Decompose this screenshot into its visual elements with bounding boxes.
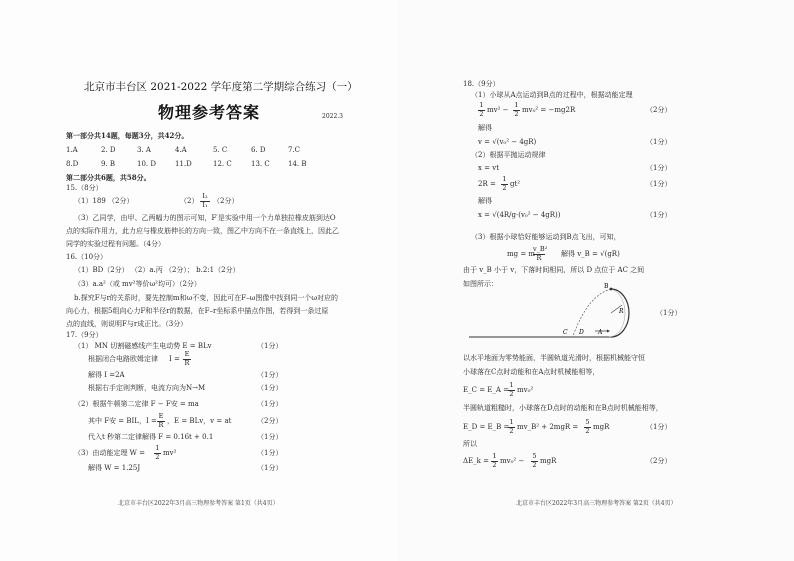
q17-3a-fraction <box>154 444 161 462</box>
q18-step-3: （3）根据小球恰好能够运动到B点飞出，可知， <box>471 233 621 241</box>
q17-step-1b: 根据闭合电路欧姆定律 <box>88 355 158 363</box>
answer-item: 5. C <box>213 146 228 154</box>
q18-eq4-half <box>501 175 508 193</box>
q17-step-3b-score: （1分） <box>257 464 283 472</box>
q17-step-3a-score: （1分） <box>257 449 283 457</box>
fraction-denominator: R <box>536 254 542 262</box>
q15-answer-3-line-2: 点的实际作用力，此力应与橡皮筋伸长的方向一致，图乙中方向不在一条直线上，因此乙 <box>66 227 339 235</box>
fraction-denominator: 2 <box>509 427 514 435</box>
answer-item: 11.D <box>175 160 192 168</box>
label-d: D <box>579 329 584 336</box>
q15-answer-1: （1）189 （2分） <box>74 197 134 205</box>
q18-eq7-left: E_C = E_A = <box>463 386 510 394</box>
q16-heading: 16.（10分） <box>66 253 108 261</box>
q18-step-4b: 小球落在C点时动能和在A点时机械能相等， <box>463 368 600 376</box>
fraction-denominator: R <box>184 359 190 367</box>
q15-answer-3-line-1: （3）乙同学，由甲、乙两幅力的图示可知，F′是实验中用一个力单独拉橡皮筋到达O <box>74 214 336 222</box>
fraction-numerator: 5 <box>585 418 590 426</box>
q18-eq8-right: mgR <box>593 423 610 431</box>
q18-step-3-note: 由于 v_B 小于 v，下落时间相同，所以 D 点位于 AC 之间 <box>463 266 645 274</box>
q17-heading: 17.（9分） <box>66 331 103 339</box>
q18-heading: 18.（9分） <box>463 80 500 88</box>
diagram-score: （1分） <box>656 309 682 317</box>
q18-eq4-right: gt² <box>510 180 521 188</box>
answer-item: 14. B <box>288 160 307 168</box>
document-title: 物理参考答案 <box>158 103 261 122</box>
q18-eq1-half-1 <box>478 101 485 119</box>
q15-fraction <box>200 192 210 210</box>
page-footer: 北京市丰台区2022年3月高三物理参考答案 第1页（共4页） <box>118 500 279 507</box>
q17-step-1d: 根据右手定则判断，电流方向为N→M <box>88 384 206 392</box>
answer-item: 9. B <box>101 160 116 168</box>
q16-answer-3a: （3）a.a²（或 mv²等价ω²均可）（2分） <box>74 280 201 288</box>
part1-heading: 第一部分共14题，每题3分，共42分。 <box>66 131 189 140</box>
q18-eq5: x = √(4R/g·(v₀² − 4gR)) <box>478 211 561 219</box>
q17-step-3b: 解得 W = 1.25J <box>88 464 141 472</box>
answer-item: 7.C <box>288 146 301 154</box>
fraction-denominator: 2 <box>492 461 497 469</box>
answer-sheet-page-2 <box>397 0 794 561</box>
fraction-denominator: 2 <box>514 110 519 118</box>
answer-item: 4.A <box>175 146 187 154</box>
answer-item: 3. A <box>137 146 151 154</box>
fraction-denominator: 2 <box>479 110 484 118</box>
answer-item: 6. D <box>251 146 266 154</box>
q18-eq3: x = vt <box>478 164 500 172</box>
label-b: B <box>604 283 609 290</box>
fraction-numerator: 1 <box>514 101 519 109</box>
fraction-numerator: 1 <box>155 444 160 452</box>
solve-label: 解得 <box>478 197 492 205</box>
q18-eq8-mid: mv_B² + 2mgR = <box>517 423 579 431</box>
q15-heading: 15.（8分） <box>66 184 103 192</box>
q18-eq7-half <box>508 381 515 399</box>
q18-eq4-left: 2R = <box>478 180 496 188</box>
q18-step-2: （2）根据平抛运动规律 <box>471 151 546 159</box>
q18-eq8-five-halves <box>584 418 591 436</box>
fraction-numerator: I₂ <box>202 192 208 200</box>
part2-heading: 第二部分共6题，共58分。 <box>66 173 151 182</box>
fraction-denominator: 2 <box>155 453 160 461</box>
q17-step-2c-score: （1分） <box>257 433 283 441</box>
therefore-label: 所以 <box>463 440 477 448</box>
q17-step-3a-post: mv² <box>163 449 177 457</box>
q18-eq1-left: mv² − <box>487 106 509 114</box>
label-a: A <box>598 329 603 336</box>
q18-eq6-right: 解得 v_B = √(gR) <box>561 250 620 258</box>
q18-eq7-right: mv₀² <box>517 386 534 394</box>
q15-answer-3-line-3: 同学的实验过程有问题。（4分） <box>66 240 165 248</box>
q18-eq8-left: E_D = E_B = <box>463 423 510 431</box>
fraction-numerator: 1 <box>502 175 507 183</box>
q18-eq2: v = √(v₀² − 4gR) <box>478 138 537 146</box>
fraction-denominator: R <box>158 421 164 429</box>
fraction-denominator: 2 <box>585 427 590 435</box>
q17-step-2b-score: （2分） <box>257 417 283 425</box>
q17-step-1b-eq: I = <box>169 355 180 363</box>
q16-answer-3b-line-3: 点的直线，则说明F与r成正比。（3分） <box>66 320 188 328</box>
document-date: 2022.3 <box>322 113 343 120</box>
fraction-denominator: 2 <box>502 184 507 192</box>
q18-eq9-right: mgR <box>540 457 557 465</box>
fraction-numerator: 5 <box>532 452 537 460</box>
answer-item: 10. D <box>137 160 156 168</box>
q18-eq9-left: ΔE_k = <box>463 457 489 465</box>
fraction-denominator: I₁ <box>202 201 208 209</box>
q18-eq1-right: mv₀² = −mg2R <box>522 106 576 114</box>
q17-step-1d-score: （1分） <box>257 384 283 392</box>
solve-label: 解得 <box>478 124 492 132</box>
q16-answer-3b-line-1: b.探究F与r的关系时，要先控制m和ω不变，因此可在F–ω图像中找到同一个ω对应的 <box>74 294 339 302</box>
answer-item: 2. D <box>101 146 116 154</box>
fraction-numerator: 1 <box>509 418 514 426</box>
answer-item: 8.D <box>66 160 79 168</box>
trajectory-diagram <box>463 283 643 351</box>
answer-item: 1.A <box>66 146 78 154</box>
fraction-numerator: v_B² <box>533 245 548 253</box>
q18-figure-caption: 如图所示： <box>463 280 498 288</box>
q18-eq1-half-2 <box>513 101 520 119</box>
q18-eq1-score: （2分） <box>646 106 672 114</box>
q17-step-1c-score: （1分） <box>257 371 283 379</box>
q17-step-1c: 解得 I =2A <box>88 371 125 379</box>
q18-step-4: 以水平地面为零势能面，半圆轨道光滑时，根据机械能守恒 <box>463 354 645 362</box>
q18-eq5-score: （1分） <box>646 211 672 219</box>
q17-step-1a: （1） MN 切割磁感线产生电动势 E = BLv <box>74 342 212 350</box>
header-title: 北京市丰台区 2021-2022 学年度第二学期综合练习（一） <box>84 81 358 93</box>
fraction-numerator: E <box>158 412 164 420</box>
q17-step-2a: （2）根据牛顿第二定律 F − F安 = ma <box>74 400 199 408</box>
q17-step-1a-score: （1分） <box>257 342 283 350</box>
q15-answer-2-score: （2分） <box>213 197 239 205</box>
q18-eq2-score: （1分） <box>646 138 672 146</box>
answer-item: 13. C <box>251 160 270 168</box>
q17-step-3a: （3）由动能定理 W = <box>74 449 145 457</box>
q15-answer-2-label: （2） <box>180 197 199 205</box>
fraction-numerator: 1 <box>509 381 514 389</box>
fraction-denominator: 2 <box>509 390 514 398</box>
q17-step-2a-score: （1分） <box>257 400 283 408</box>
q18-eq9-half <box>491 452 498 470</box>
q18-eq3-score: （1分） <box>646 164 672 172</box>
fraction-denominator: 2 <box>532 461 537 469</box>
q16-answer-3b-line-2: 向心力，根据5组向心力F和半径r的数据，在F–r坐标系中描点作图，若得到一条过原 <box>66 307 329 315</box>
q18-eq6-fraction <box>533 245 548 263</box>
label-r: R <box>619 308 624 315</box>
q17-1b-fraction <box>183 350 191 368</box>
page-footer: 北京市丰台区2022年3月高三物理参考答案 第2页（共4页） <box>516 500 677 507</box>
q18-eq9-five-halves <box>531 452 538 470</box>
q18-eq8-score: （1分） <box>646 423 672 431</box>
q17-2b-fraction <box>157 412 165 430</box>
q17-step-2b-post: ，E = BLv，v = at <box>167 417 232 425</box>
q18-eq4-score: （1分） <box>646 180 672 188</box>
q18-eq9-mid: mv₀² − <box>500 457 525 465</box>
arrow-head <box>607 330 610 333</box>
q18-step-5: 半圆轨道粗糙时，小球落在D点时的动能和在B点时机械能相等， <box>463 404 663 412</box>
q18-eq6-left: mg = m <box>507 250 536 258</box>
q17-step-2b: 其中 F安 = BIL，I = <box>88 417 157 425</box>
q18-eq8-half <box>508 418 515 436</box>
q18-step-1: （1）小球从A点运动到B点的过程中，根据动能定理 <box>471 91 633 99</box>
answer-item: 12. C <box>213 160 232 168</box>
fraction-numerator: 1 <box>492 452 497 460</box>
q17-step-2c: 代入t 秒第二定律解得 F = 0.16t + 0.1 <box>88 433 214 441</box>
q16-answer-1-2: （1）BD（2分） （2）a.丙 （2分）； b.2:1（2分） <box>74 266 240 274</box>
fraction-numerator: E <box>184 350 190 358</box>
label-c: C <box>563 329 568 336</box>
fraction-numerator: 1 <box>479 101 484 109</box>
q18-eq9-score: （2分） <box>646 457 672 465</box>
